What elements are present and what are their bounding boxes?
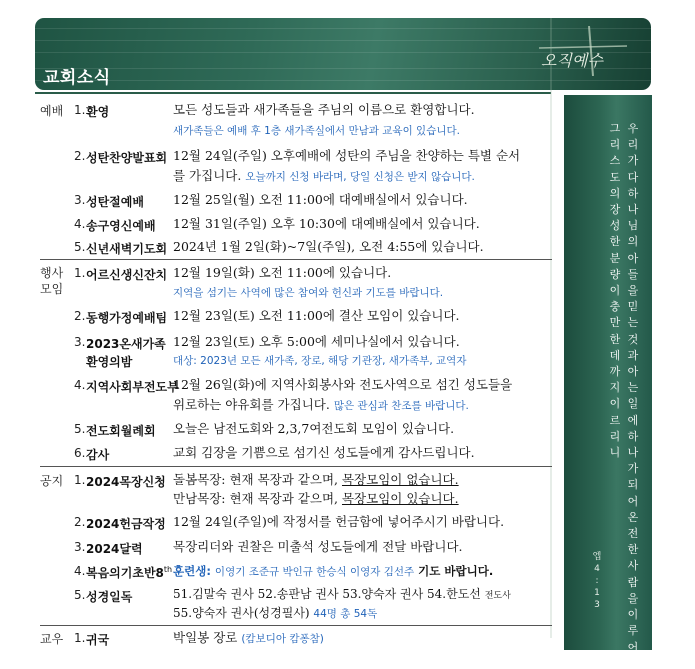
item-label: 성경일독 bbox=[86, 590, 133, 604]
section-divider bbox=[40, 466, 552, 467]
item-number: 1. bbox=[74, 103, 86, 117]
item-number: 2. bbox=[74, 309, 86, 323]
item-number: 1. bbox=[74, 266, 86, 280]
logo bbox=[519, 26, 629, 80]
item-number: 2. bbox=[74, 149, 86, 163]
item-note: 많은 관심과 찬조를 바랍니다. bbox=[333, 400, 469, 412]
verse-column-1: 우 리 가 다 하 나 님 의 아 들 을 믿 는 것 과 아 는 일 에 하 나 가 되 어 온 전 한 사 람 을 이 루 어 bbox=[627, 122, 639, 654]
item-text: 목장리더와 권찰은 미출석 성도들에게 전달 바랍니다. bbox=[173, 539, 463, 554]
item-label: 성탄찬양발표회 bbox=[86, 151, 168, 165]
category-events: 행사 모임 bbox=[40, 266, 64, 296]
item-label: 성탄절예배 bbox=[86, 195, 144, 209]
item-label: 지역사회부전도부 bbox=[86, 380, 179, 394]
item-label: 감사 bbox=[86, 448, 110, 462]
category-worship: 예배 bbox=[40, 104, 64, 118]
item-label: 2024달력 bbox=[86, 542, 143, 556]
item-text: 만남목장: 현재 목장과 같으며, 목장모임이 있습니다. bbox=[173, 491, 459, 506]
item-note: 지역을 섬기는 사역에 많은 참여와 헌신과 기도를 바랍니다. bbox=[173, 287, 444, 299]
item-number: 6. bbox=[74, 446, 86, 460]
item-text: 교회 김장을 기쁨으로 섬기신 성도들에게 감사드립니다. bbox=[173, 445, 475, 460]
item-text: 훈련생: 이영기 조준규 박인규 한승식 이영자 김선주 기도 바랍니다. bbox=[173, 564, 494, 578]
verse-reference: 엡 4 : 1 3 bbox=[592, 552, 602, 610]
item-label: 환영 bbox=[86, 105, 110, 119]
verse-column-2: 그 리 스 도 의 장 성 한 분 량 이 충 만 한 데 까 지 이 르 리 니 bbox=[609, 122, 621, 460]
item-label: 신년새벽기도회 bbox=[86, 242, 168, 256]
item-note: 새가족들은 예배 후 1층 새가족실에서 만남과 교육이 있습니다. bbox=[173, 125, 460, 137]
section-divider bbox=[40, 625, 552, 626]
item-number: 5. bbox=[74, 422, 86, 436]
item-note: (캄보디아 캄퐁참) bbox=[241, 633, 324, 645]
item-number: 3. bbox=[74, 540, 86, 554]
page-title: 교회소식 bbox=[43, 68, 111, 88]
item-text: 박일봉 장로 (캄보디아 캄퐁참) bbox=[173, 630, 324, 645]
item-text: 55.양숙자 권사(성경필사) 44명 총 54독 bbox=[173, 606, 378, 620]
item-number: 2. bbox=[74, 515, 86, 529]
item-note: 44명 총 54독 bbox=[313, 608, 378, 620]
item-text: 12월 19일(화) 오전 11:00에 있습니다. bbox=[173, 265, 392, 280]
svg-text:오직예수: 오직예수 bbox=[541, 51, 603, 70]
item-text: 위로하는 야유회를 가집니다. 많은 관심과 찬조를 바랍니다. bbox=[173, 397, 469, 412]
item-text: 12월 23일(토) 오전 11:00에 결산 모임이 있습니다. bbox=[173, 308, 460, 323]
header-rule bbox=[35, 92, 551, 94]
item-label: 귀국 bbox=[86, 633, 110, 647]
section-divider bbox=[40, 259, 552, 260]
category-members: 교우 bbox=[40, 632, 64, 646]
header-banner bbox=[35, 18, 651, 90]
item-text: 2024년 1월 2일(화)~7일(주일), 오전 4:55에 있습니다. bbox=[173, 239, 484, 254]
item-label: 2023온새가족 bbox=[86, 337, 166, 351]
item-label: 전도회월례회 bbox=[86, 424, 156, 438]
item-number: 4. bbox=[74, 564, 86, 578]
item-label: 복음의기초반8th bbox=[86, 565, 173, 580]
item-text: 오늘은 남전도회와 2,3,7여전도회 모임이 있습니다. bbox=[173, 421, 455, 436]
item-text: 12월 26일(화)에 지역사회봉사와 전도사역으로 섬긴 성도들을 bbox=[173, 377, 513, 392]
item-label: 동행가정예배팀 bbox=[86, 311, 168, 325]
item-text: 모든 성도들과 새가족들을 주님의 이름으로 환영합니다. bbox=[173, 102, 475, 117]
item-text: 12월 25일(월) 오전 11:00에 대예배실에서 있습니다. bbox=[173, 192, 468, 207]
item-number: 3. bbox=[74, 193, 86, 207]
item-text: 12월 24일(주일) 오후예배에 성탄의 주님을 찬양하는 특별 순서 bbox=[173, 148, 521, 163]
item-label: 2024목장신청 bbox=[86, 475, 166, 489]
item-number: 5. bbox=[74, 240, 86, 254]
verse-sidebar bbox=[564, 95, 652, 654]
cross-line-icon bbox=[546, 18, 556, 638]
item-label-line2: 환영의밤 bbox=[86, 355, 133, 369]
item-number: 3. bbox=[74, 335, 86, 349]
item-label: 2024헌금작정 bbox=[86, 517, 166, 531]
item-text: 12월 31일(주일) 오후 10:30에 대예배실에서 있습니다. bbox=[173, 216, 480, 231]
item-label: 송구영신예배 bbox=[86, 219, 156, 233]
item-note: 대상: 2023년 모든 새가족, 장로, 해당 기관장, 새가족부, 교역자 bbox=[173, 355, 467, 367]
item-label: 어르신생신잔치 bbox=[86, 268, 168, 282]
logo-cross-icon bbox=[519, 26, 629, 76]
item-text: 를 가집니다. 오늘까지 신청 바라며, 당일 신청은 받지 않습니다. bbox=[173, 168, 475, 183]
item-text: 51.김말숙 권사 52.송판남 권사 53.양숙자 권사 54.한도선 전도사 bbox=[173, 587, 511, 601]
item-text: 12월 23일(토) 오후 5:00에 세미나실에서 있습니다. bbox=[173, 334, 460, 349]
item-text: 12월 24일(주일)에 작정서를 헌금함에 넣어주시기 바랍니다. bbox=[173, 514, 505, 529]
item-number: 4. bbox=[74, 217, 86, 231]
item-number: 1. bbox=[74, 631, 86, 645]
item-number: 5. bbox=[74, 588, 86, 602]
category-notice: 공지 bbox=[40, 474, 64, 488]
item-number: 4. bbox=[74, 378, 86, 392]
item-number: 1. bbox=[74, 473, 86, 487]
item-text: 돌봄목장: 현재 목장과 같으며, 목장모임이 없습니다. bbox=[173, 472, 459, 487]
item-note: 오늘까지 신청 바라며, 당일 신청은 받지 않습니다. bbox=[245, 171, 475, 183]
